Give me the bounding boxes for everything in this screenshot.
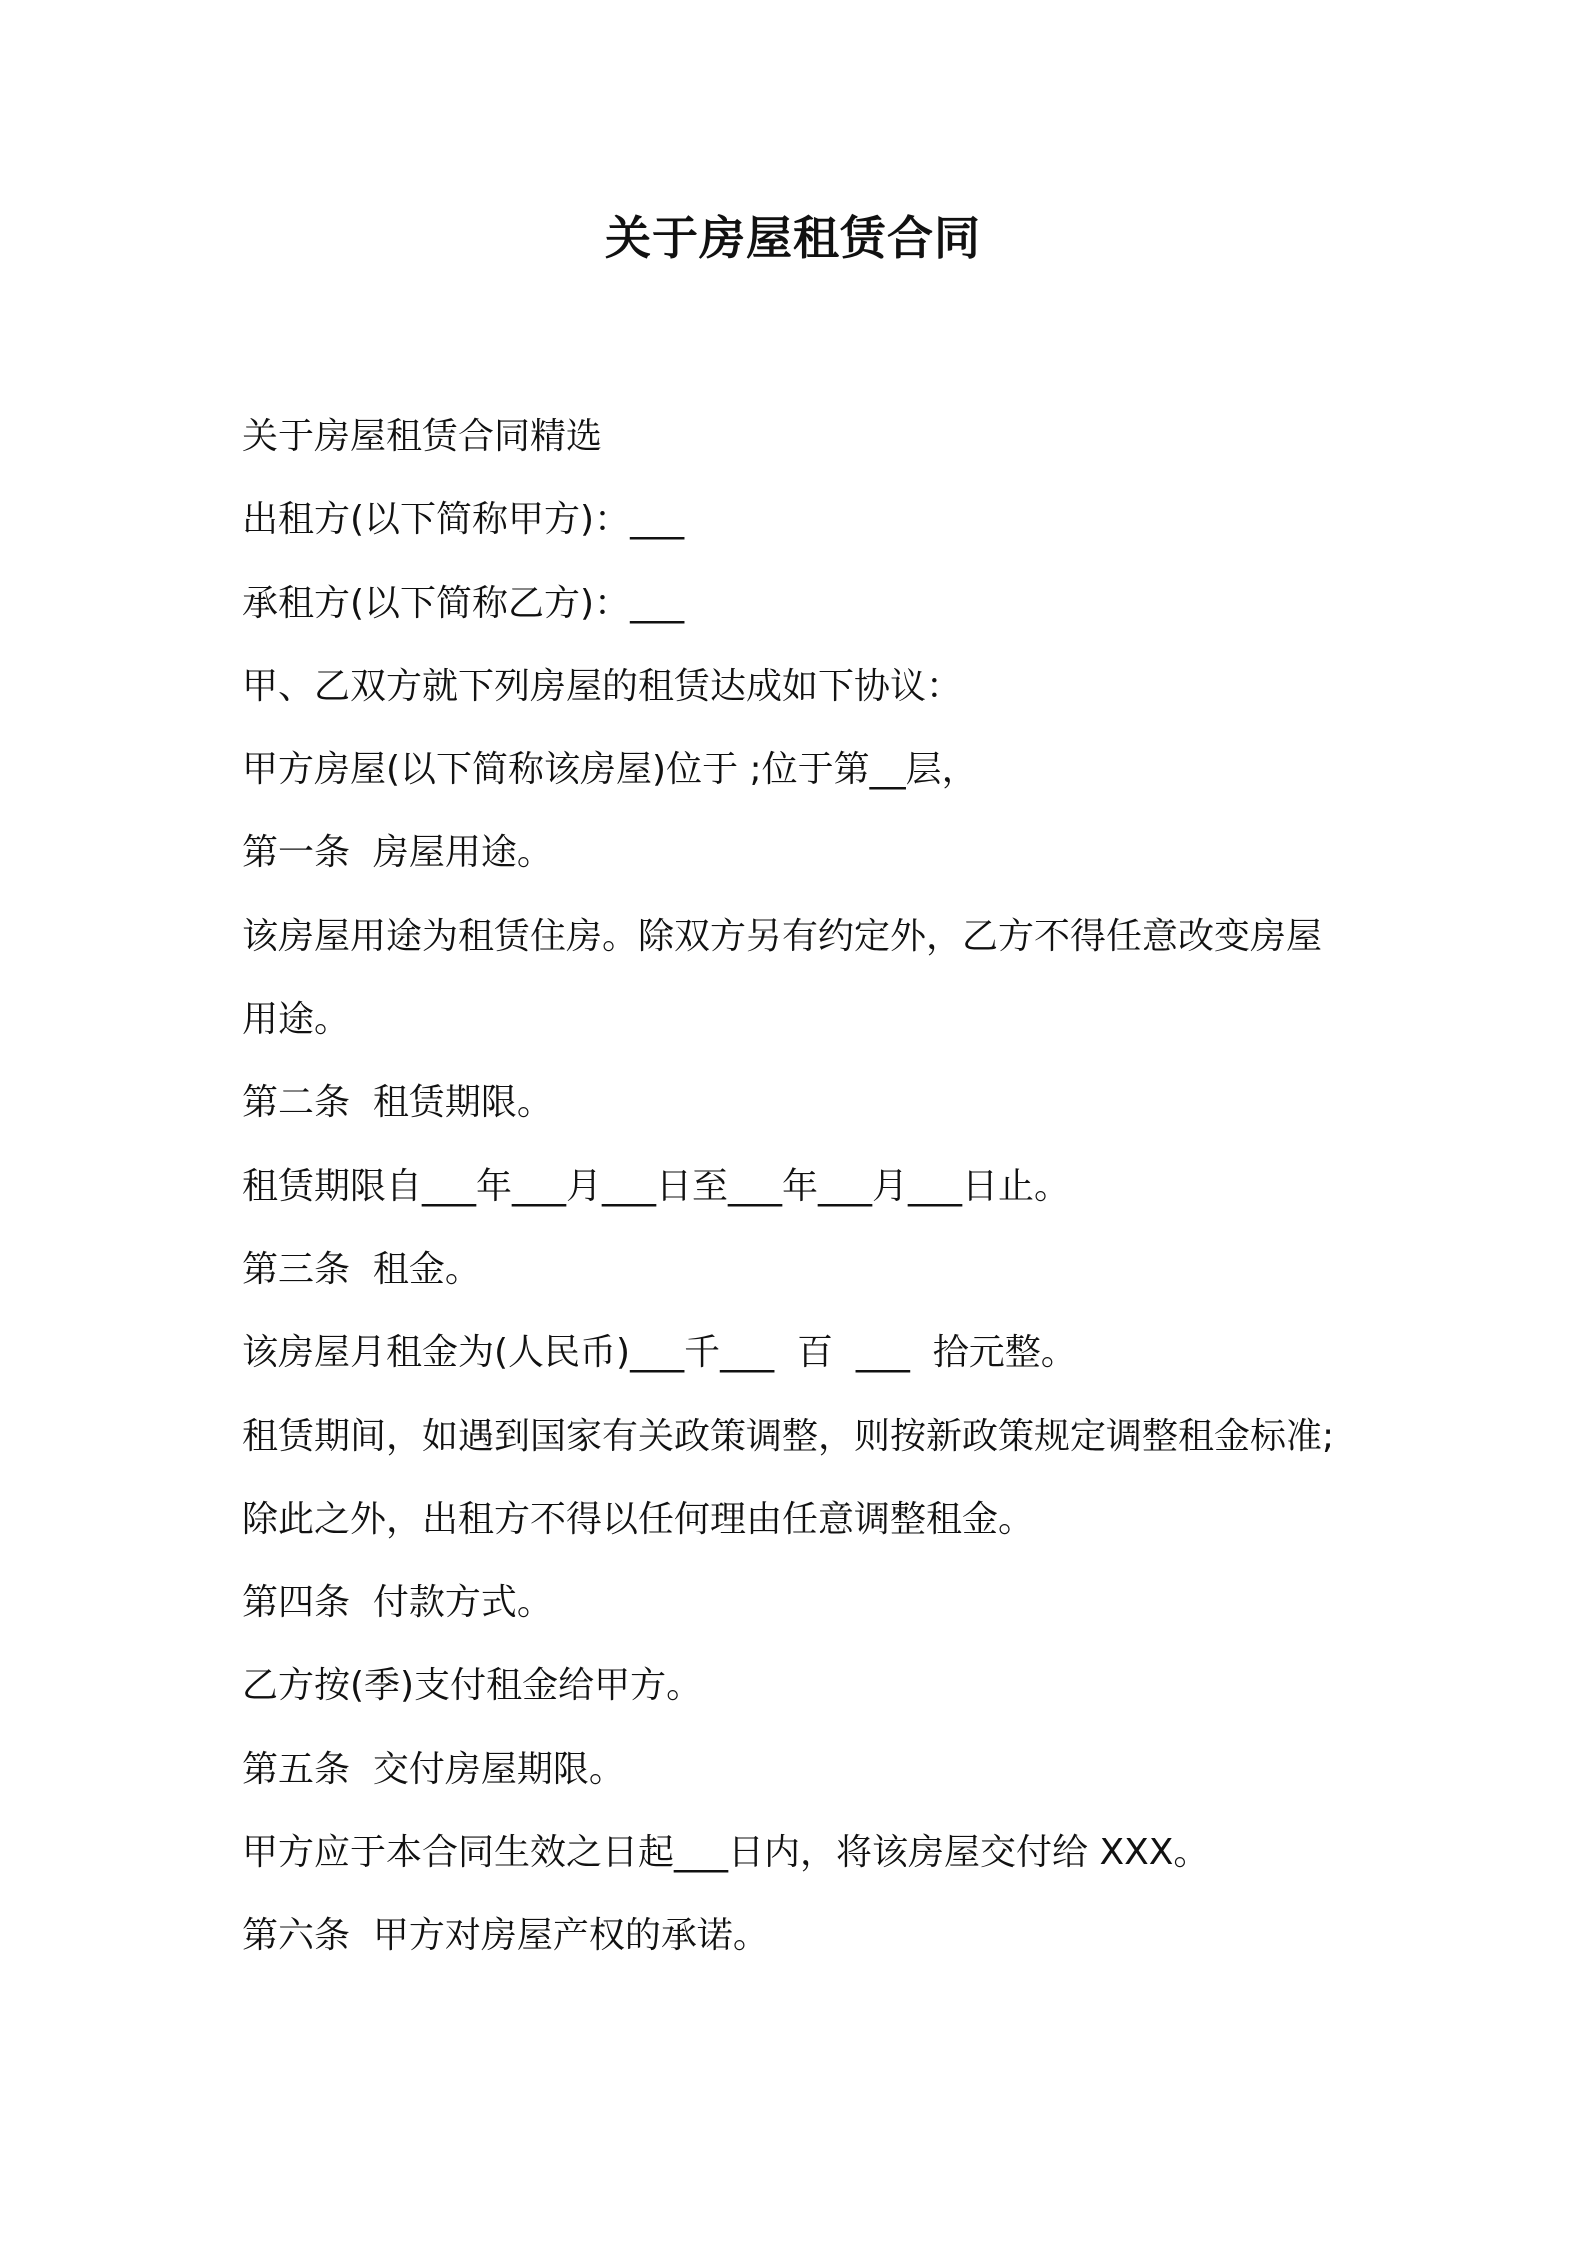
article-2-heading: 第二条 租赁期限。 xyxy=(242,1082,553,1124)
article-5-text: 甲方应于本合同生效之日起___日内，将该房屋交付给 XXX。 xyxy=(242,1832,1210,1874)
article-5-heading: 第五条 交付房屋期限。 xyxy=(242,1748,625,1790)
article-1-text-line-2: 用途。 xyxy=(242,999,351,1041)
article-2-text: 租赁期限自___年___月___日至___年___月___日止。 xyxy=(242,1165,1071,1207)
article-3-policy-line-1: 租赁期间，如遇到国家有关政策调整，则按新政策规定调整租金标准; xyxy=(242,1415,1335,1457)
property-location-line: 甲方房屋(以下简称该房屋)位于 ;位于第__层， xyxy=(242,749,978,791)
article-4-text: 乙方按(季)支付租金给甲方。 xyxy=(242,1665,703,1707)
article-3-heading: 第三条 租金。 xyxy=(242,1248,481,1290)
lessee-line: 承租方(以下简称乙方)：___ xyxy=(242,582,685,624)
article-1-text-line-1: 该房屋用途为租赁住房。除双方另有约定外，乙方不得任意改变房屋 xyxy=(242,915,1323,957)
agreement-intro-line: 甲、乙双方就下列房屋的租赁达成如下协议： xyxy=(242,665,963,707)
article-4-heading: 第四条 付款方式。 xyxy=(242,1582,553,1624)
subtitle-line: 关于房屋租赁合同精选 xyxy=(242,416,603,457)
article-3-rent-line: 该房屋月租金为(人民币)___千___ 百 ___ 拾元整。 xyxy=(242,1332,1077,1374)
article-6-heading: 第六条 甲方对房屋产权的承诺。 xyxy=(242,1915,769,1957)
article-3-policy-line-2: 除此之外，出租方不得以任何理由任意调整租金。 xyxy=(242,1498,1035,1540)
document-title: 关于房屋租赁合同 xyxy=(605,211,981,265)
lessor-line: 出租方(以下简称甲方)：___ xyxy=(242,499,685,541)
document-body xyxy=(242,407,1362,1990)
article-1-heading: 第一条 房屋用途。 xyxy=(242,832,553,874)
